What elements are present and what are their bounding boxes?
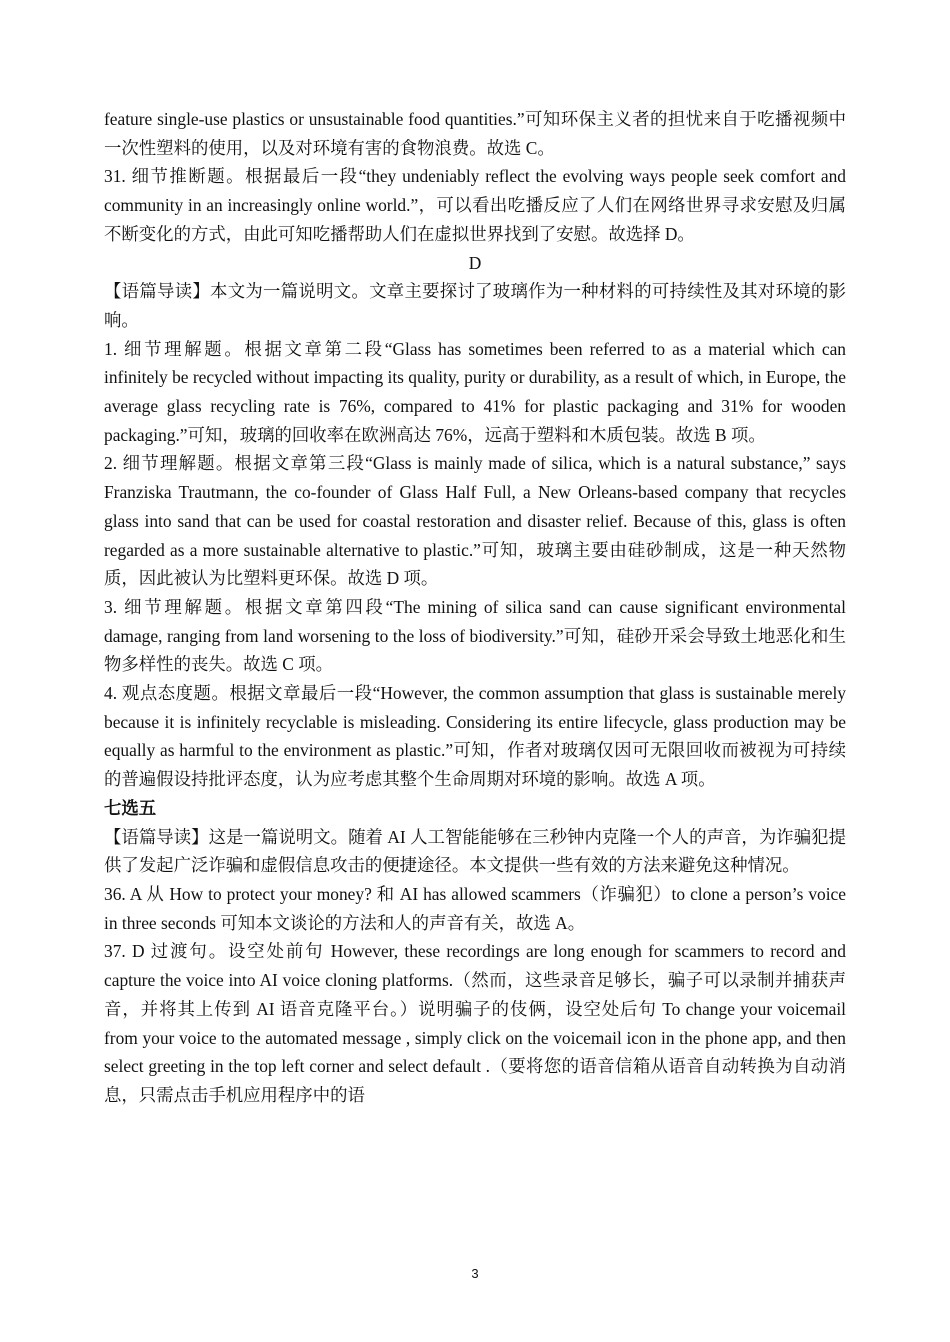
document-body xyxy=(104,105,846,1110)
page-number: 3 xyxy=(471,1266,479,1281)
paragraph-q1: 1. 细节理解题。根据文章第二段“Glass has sometimes been referred to as a material which can infinitely be recycled without impacting its quality, purity or durability, as a result of which, in Europe, the average glass recycling rate is 76%, compared to 41% for plastic packaging and 31% for wooden packaging.”可知，玻璃的回收率在欧洲高达 76%，远高于塑料和木质包装。故选 B 项。 xyxy=(104,338,846,445)
paragraph-q3: 3. 细节理解题。根据文章第四段“The mining of silica sand can cause significant environmental damage, ranging from land worsening to the loss of biodiversity.”可知，硅砂开采会导致土地恶化和生物多样性的丧失。故选 C 项。 xyxy=(104,596,846,675)
passage-intro-d: 【语篇导读】本文为一篇说明文。文章主要探讨了玻璃作为一种材料的可持续性及其对环境的影响。 xyxy=(104,281,846,330)
paragraph-q31: 31. 细节推断题。根据最后一段“they undeniably reflect the evolving ways people seek comfort and community in an increasingly online world.”，可以看出吃播反应了人们在网络世界寻求安慰及归属不断变化的方式，由此可知吃播帮助人们在虚拟世界找到了安慰。故选择 D。 xyxy=(104,166,846,244)
section-heading-seven-choose-five: 七选五 xyxy=(104,797,157,818)
paragraph-q36: 36. A 从 How to protect your money? 和 AI has allowed scammers（诈骗犯）to clone a person’s voice in three seconds 可知本文谈论的方法和人的声音有关，故选 A。 xyxy=(104,883,846,933)
paragraph-30-continuation: feature single-use plastics or unsustainable food quantities.”可知环保主义者的担忧来自于吃播视频中一次性塑料的使用，以及对环境有害的食物浪费。故选 C。 xyxy=(104,109,846,158)
section-heading-d: D xyxy=(468,252,482,273)
paragraph-q4: 4. 观点态度题。根据文章最后一段“However, the common assumption that glass is sustainable merely because it is infinitely recyclable is misleading. Considering its entire lifecycle, glass production may be equally as harmful to the environment as plastic.”可知，作者对玻璃仅因可无限回收而被视为可持续的普遍假设持批评态度，认为应考虑其整个生命周期对环境的影响。故选 A 项。 xyxy=(104,683,846,790)
paragraph-q37: 37. D 过渡句。设空处前句 However, these recordings are long enough for scammers to record and capture the voice into AI voice cloning platforms.（然而，这些录音足够长，骗子可以录制并捕获声音，并将其上传到 AI 语音克隆平台。）说明骗子的伎俩，设空处后句 To change your voicemail from your voice to the automated message , simply click on the voicemail icon in the phone app, and then select greeting in the top left corner and select default .（要将您的语音信箱从语音自动转换为自动消息，只需点击手机应用程序中的语 xyxy=(104,941,846,1105)
paragraph-q2: 2. 细节理解题。根据文章第三段“Glass is mainly made of silica, which is a natural substance,” says Franziska Trautmann, the co-founder of Glass Half Full, a New Orleans-based company that recycles glass into sand that can be used for coastal restoration and disaster relief. Because of this, glass is often regarded as a more sustainable alternative to plastic.”可知，玻璃主要由硅砂制成，这是一种天然物质，因此被认为比塑料更环保。故选 D 项。 xyxy=(104,453,846,589)
passage-intro-seven-choose-five: 【语篇导读】这是一篇说明文。随着 AI 人工智能能够在三秒钟内克隆一个人的声音，为诈骗犯提供了发起广泛诈骗和虚假信息攻击的便捷途径。本文提供一些有效的方法来避免这种情况。 xyxy=(104,826,846,876)
